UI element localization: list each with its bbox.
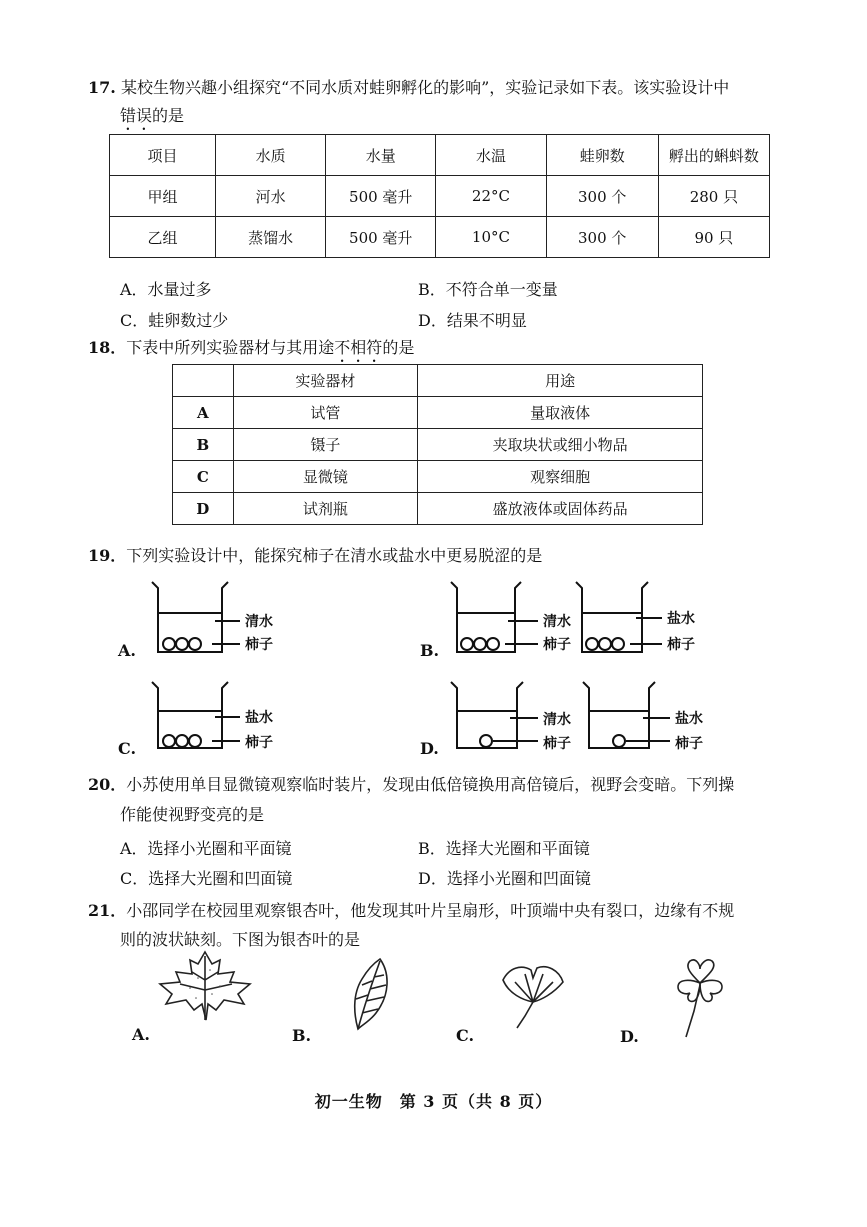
table-cell: 夹取块状或细小物品	[418, 429, 703, 461]
table-cell: 试剂瓶	[233, 493, 418, 525]
table-row	[110, 176, 770, 217]
q18-th: 实验器材	[233, 365, 418, 397]
table-cell: 河水	[216, 176, 326, 217]
q20-option-d[interactable]: D．选择小光圈和凹面镜	[418, 869, 591, 888]
table-cell: 10°C	[436, 217, 546, 258]
q21-text: 小邵同学在校园里观察银杏叶，他发现其叶片呈扇形，叶顶端中央有裂口，边缘有不规	[126, 901, 735, 920]
table-cell: 90 只	[658, 217, 769, 258]
q18-th: 用途	[418, 365, 703, 397]
label-fresh-water: 清水	[543, 614, 571, 630]
q18-emphasis: 不相符	[334, 338, 383, 357]
table-cell: 500 毫升	[326, 176, 436, 217]
label-fresh-water: 清水	[543, 712, 571, 728]
label-persimmon: 柿子	[543, 736, 571, 752]
q20-option-a[interactable]: A．选择小光圈和平面镜	[120, 839, 292, 858]
q17-line2	[120, 102, 184, 134]
beaker-b-salt	[576, 582, 662, 652]
q18-number: 18．	[88, 338, 127, 357]
label-salt-water: 盐水	[667, 611, 695, 627]
table-cell: 盛放液体或固体药品	[418, 493, 703, 525]
beaker-c	[152, 682, 240, 748]
q20-line2: 作能使视野变亮的是	[120, 805, 265, 824]
table-cell: 300 个	[546, 176, 658, 217]
table-row	[173, 397, 703, 429]
q17-table	[109, 134, 770, 258]
table-row	[173, 461, 703, 493]
label-salt-water: 盐水	[245, 710, 273, 726]
q17-th: 项目	[110, 135, 216, 176]
table-cell: 量取液体	[418, 397, 703, 429]
q18-line	[88, 334, 414, 366]
page-footer: 初一生物 第 3 页（共 8 页）	[314, 1092, 553, 1111]
q18-th	[173, 365, 234, 397]
q20-text: 小苏使用单目显微镜观察临时装片，发现由低倍镜换用高倍镜后，视野会变暗。下列操	[126, 775, 735, 794]
q17-text: 某校生物兴趣小组探究“不同水质对蛙卵孵化的影响”，实验记录如下表。该实验设计中	[120, 78, 730, 97]
q20-option-b[interactable]: B．选择大光圈和平面镜	[418, 839, 590, 858]
q21-number: 21．	[88, 901, 127, 920]
q21-option-c[interactable]: C.	[456, 1026, 475, 1045]
label-persimmon: 柿子	[245, 735, 273, 751]
q19-option-c[interactable]: C.	[118, 739, 137, 758]
table-cell: 镊子	[233, 429, 418, 461]
table-cell: 280 只	[658, 176, 769, 217]
beaker-d-fresh	[451, 682, 538, 748]
table-row	[110, 217, 770, 258]
label-salt-water: 盐水	[675, 711, 703, 727]
q21-line1	[88, 897, 734, 925]
q21-option-a[interactable]: A.	[132, 1025, 150, 1044]
table-cell: 蒸馏水	[216, 217, 326, 258]
q17-emphasis: 错误	[120, 106, 153, 125]
elm-leaf-icon	[340, 955, 400, 1035]
q17-th: 水温	[436, 135, 546, 176]
table-cell: B	[173, 429, 234, 461]
q20-number: 20．	[88, 775, 127, 794]
q17-line2-rest: 的是	[152, 106, 185, 125]
q21-line2: 则的波状缺刻。下图为银杏叶的是	[120, 930, 361, 949]
table-cell: 试管	[233, 397, 418, 429]
table-cell: 甲组	[110, 176, 216, 217]
q20-option-c[interactable]: C．选择大光圈和凹面镜	[120, 869, 293, 888]
q18-text-post: 的是	[382, 338, 415, 357]
label-persimmon: 柿子	[245, 637, 273, 653]
table-cell: 300 个	[546, 217, 658, 258]
q19-beaker-figures	[0, 570, 867, 765]
q17-option-d[interactable]: D．结果不明显	[418, 311, 527, 330]
label-persimmon: 柿子	[667, 637, 695, 653]
table-cell: 显微镜	[233, 461, 418, 493]
ginkgo-leaf-icon	[495, 960, 570, 1035]
label-fresh-water: 清水	[245, 614, 273, 630]
label-persimmon: 柿子	[543, 637, 571, 653]
table-cell: 500 毫升	[326, 217, 436, 258]
q19-line	[88, 542, 542, 570]
beaker-a	[152, 582, 240, 652]
q17-option-b[interactable]: B．不符合单一变量	[418, 280, 558, 299]
clover-leaf-icon	[670, 955, 730, 1040]
label-persimmon: 柿子	[675, 736, 703, 752]
table-row	[173, 493, 703, 525]
maple-leaf-icon	[150, 950, 260, 1025]
table-cell: C	[173, 461, 234, 493]
beaker-b-fresh	[451, 582, 538, 652]
q19-option-d[interactable]: D.	[420, 739, 439, 758]
q21-option-b[interactable]: B.	[292, 1026, 312, 1045]
table-cell: 观察细胞	[418, 461, 703, 493]
q17-line1	[88, 74, 729, 102]
table-row	[173, 429, 703, 461]
q17-th: 水质	[216, 135, 326, 176]
q18-table-header	[173, 365, 703, 397]
q21-option-d[interactable]: D.	[620, 1027, 639, 1046]
q19-option-a[interactable]: A.	[118, 641, 136, 660]
q17-option-a[interactable]: A．水量过多	[120, 280, 212, 299]
q18-text-pre: 下表中所列实验器材与其用途	[126, 338, 335, 357]
q19-option-b[interactable]: B.	[420, 641, 440, 660]
q20-line1	[88, 771, 734, 799]
q18-table	[172, 364, 703, 525]
q17-table-header	[110, 135, 770, 176]
q17-th: 水量	[326, 135, 436, 176]
q17-th: 蛙卵数	[546, 135, 658, 176]
q19-number: 19．	[88, 546, 127, 565]
beaker-d-salt	[583, 682, 670, 748]
q17-option-c[interactable]: C．蛙卵数过少	[120, 311, 229, 330]
table-cell: 乙组	[110, 217, 216, 258]
q17-number: 17.	[88, 78, 116, 97]
table-cell: 22°C	[436, 176, 546, 217]
q17-th: 孵出的蝌蚪数	[658, 135, 769, 176]
q19-text: 下列实验设计中，能探究柿子在清水或盐水中更易脱涩的是	[126, 546, 543, 565]
table-cell: A	[173, 397, 234, 429]
table-cell: D	[173, 493, 234, 525]
